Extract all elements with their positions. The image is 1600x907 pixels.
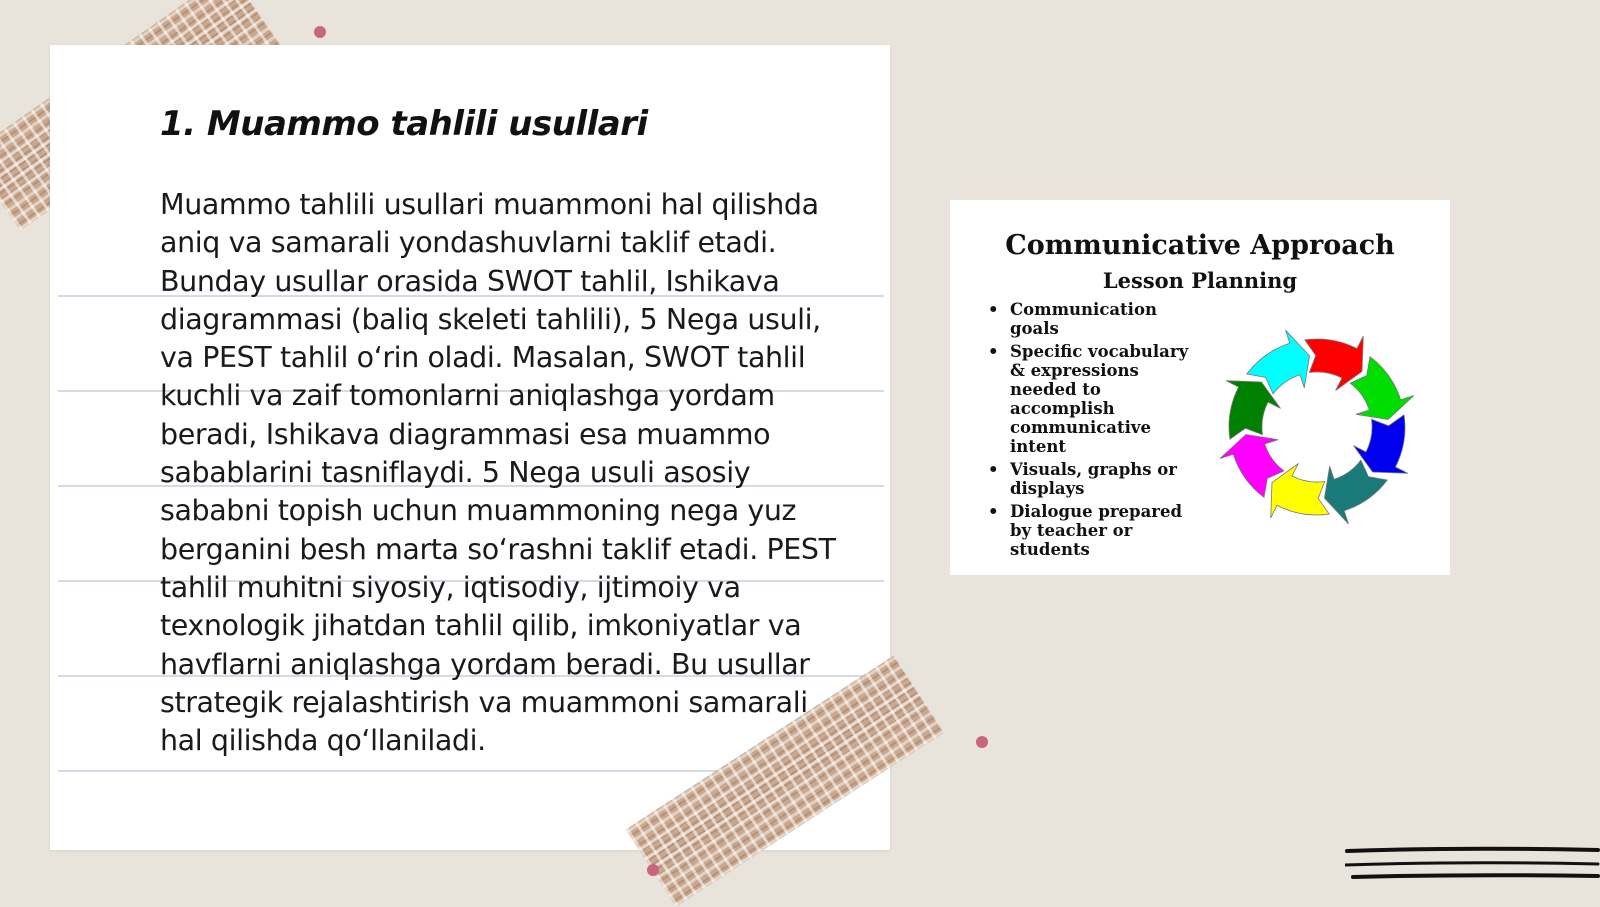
communicative-approach-figure [950,200,1450,575]
tape-pin-right [976,736,988,748]
list-item-text: Visuals, graphs or displays [1010,460,1177,498]
cycle-arrows-icon [1205,315,1430,540]
tape-pin-left [647,864,659,876]
list-item-text: Dialogue prepared by teacher or students [1010,502,1183,559]
figure-bullet-list [988,300,1193,563]
list-item [988,502,1193,559]
brush-strokes-decoration [1345,846,1600,886]
slide-title: 1. Muammo tahlili usullari [160,104,648,144]
tape-pin-top [314,26,326,38]
figure-title: Communicative Approach [1005,230,1395,261]
figure-subtitle: Lesson Planning [1102,268,1298,293]
list-item-text: Specific vocabulary & expressions needed to accomplish communicative intent [1010,342,1189,456]
bullet-icon: • [988,460,999,479]
list-item [988,460,1193,498]
list-item-text: Communication goals [1010,300,1157,338]
bullet-icon: • [988,300,999,319]
list-item [988,300,1193,338]
bullet-icon: • [988,502,999,521]
bullet-icon: • [988,342,999,361]
slide-body-text: Muammo tahlili usullari muammoni hal qilishda aniq va samarali yondashuvlarni taklif etadi. Bunday usullar orasida SWOT tahlil, Ishikava diagrammasi (baliq skeleti tahlili), 5 Nega usuli, va PEST tahlil o‘rin oladi. Masalan, SWOT tahlil kuchli va zaif tomonlarni aniqlashga yordam beradi, Ishikava diagrammasi esa muammo sabablarini tasniflaydi. 5 Nega usuli asosiy sababni topish uchun muammoning nega yuz berganini besh marta so‘rashni taklif etadi. PEST tahlil muhitni siyosiy, iqtisodiy, ijtimoiy va texnologik jihatdan tahlil qilib, imkoniyatlar va havflarni aniqlashga yordam beradi. Bu usullar strategik rejalashtirish va muammoni samarali hal qilishda qo‘llaniladi. [160,188,836,758]
list-item [988,342,1193,456]
